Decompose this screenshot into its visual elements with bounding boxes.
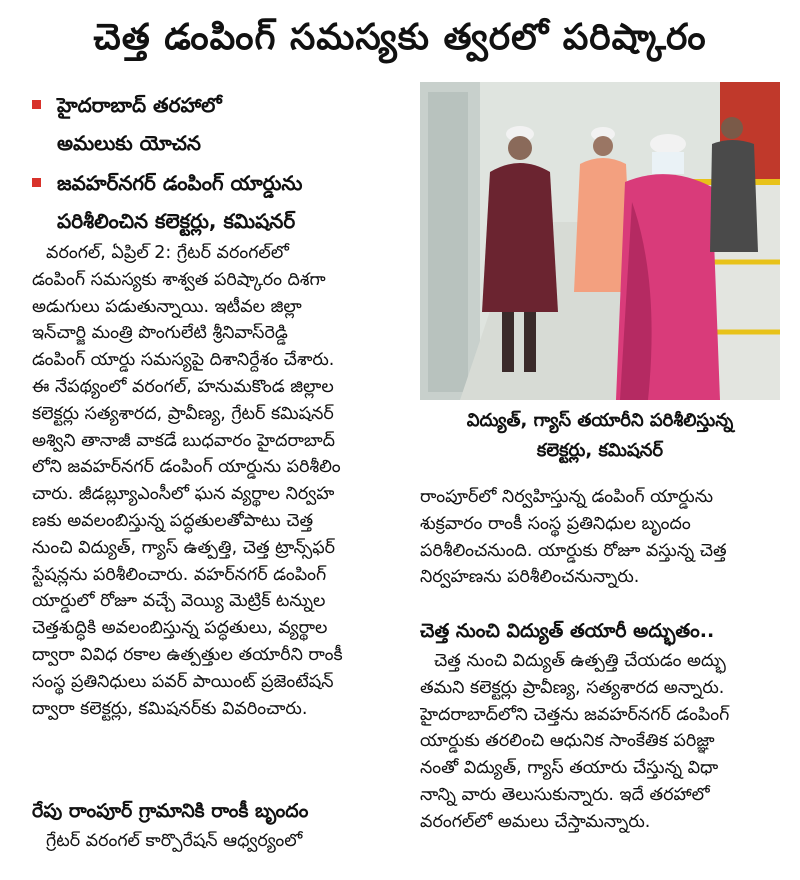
right-body-line: శుక్రవారం రాంకీ సంస్థ ప్రతినిధుల బృందం <box>420 513 691 534</box>
right-body-line: యార్డుకు తరలించి ఆధునిక సాంకేతిక పరిజ్ఞా <box>420 731 715 752</box>
left-body-line: వరంగల్, ఏప్రిల్ 2: గ్రేటర్ వరంగల్‌లో <box>46 243 289 263</box>
right-body-2 <box>420 648 790 836</box>
right-body-line: నాన్ని వారు తెలుసుకున్నారు. ఇదే తరహాలో <box>420 784 710 805</box>
left-body-line: ణకు అవలంబిస్తున్న పద్ధతులతోపాటు చెత్త <box>32 510 314 531</box>
bullet-square-icon <box>32 100 41 109</box>
left-body-line: చారు. జీడబ్ల్యూఎంసీలో ఘన వ్యర్థాల నిర్వహ <box>32 484 335 505</box>
bullet-1-line2: అమలుకు యోచన <box>57 131 201 155</box>
left-body-line: సంస్థ ప్రతినిధులు పవర్ పాయింట్ ప్రజెంటేషన్ <box>32 671 334 692</box>
news-photo <box>420 82 780 400</box>
left-body-line: అశ్విని తానాజీ వాకడే బుధవారం హైదరాబాద్ <box>32 430 336 451</box>
left-body-line: ద్వారా వివిధ రకాల ఉత్పత్తుల తయారీని రాంకీ <box>32 644 343 665</box>
right-body-line: నిర్వహణను పరిశీలించనున్నారు. <box>420 567 640 588</box>
bullet-1-line1: హైదరాబాద్ తరహాలో <box>57 93 222 117</box>
left-body-line: యార్డులో రోజూ వచ్చే వెయ్యి మెట్రిక్ టన్నుల <box>32 591 326 612</box>
left-body-line: ద్వారా కలెక్టర్లు, కమిషనర్‌కు వివరించారు. <box>32 698 308 719</box>
left-tail: గ్రేటర్ వరంగల్ కార్పొరేషన్ ఆధ్వర్యంలో <box>46 831 303 851</box>
bullet-2-line1: జవహర్‌నగర్ డంపింగ్ యార్డును <box>57 171 303 195</box>
right-body-line: వరంగల్‌లో అమలు చేస్తామన్నారు. <box>420 811 651 832</box>
photo-illustration <box>420 82 780 400</box>
caption-line2: కలెక్టర్లు, కమిషనర్ <box>536 440 664 461</box>
right-body-line: నంతో విద్యుత్, గ్యాస్ తయారు చేస్తున్న విధా <box>420 758 719 779</box>
left-body-line: అడుగులు పడుతున్నాయి. ఇటీవల జిల్లా <box>32 296 302 317</box>
left-body-line: డంపింగ్ యార్డు సమస్యపై దిశానిర్దేశం చేశారు. <box>32 350 335 371</box>
left-body-line: లోని జవహర్‌నగర్ డంపింగ్ యార్డును పరిశీలిం <box>32 457 341 478</box>
left-body-line: నుంచి విద్యుత్, గ్యాస్ ఉత్పత్తి, చెత్త ట్రాన్స్‌ఫర్ <box>32 537 336 558</box>
left-body <box>32 240 408 722</box>
left-body-line: కలెక్టర్లు సత్యశారద, ప్రావీణ్య, గ్రేటర్ కమిషనర్ <box>32 403 334 424</box>
bullet-1 <box>32 88 412 122</box>
bullet-2 <box>32 166 412 200</box>
right-body-line: తమని కలెక్టర్లు ప్రావీణ్య, సత్యశారద అన్నారు. <box>420 677 725 698</box>
left-body-line: ఈ నేపథ్యంలో వరంగల్, హనుమకొండ జిల్లాల <box>32 376 334 397</box>
left-subhead: రేపు రాంపూర్ గ్రామానికి రాంకీ బృందం <box>32 800 309 822</box>
right-body-1 <box>420 484 790 591</box>
right-body-line: రాంపూర్‌లో నిర్వహిస్తున్న డంపింగ్ యార్డును <box>420 487 714 507</box>
left-body-line: చెత్తశుద్ధికి అవలంబిస్తున్న పద్ధతులు, వ్యర్థాల <box>32 618 328 639</box>
bullet-2-line2: పరిశీలించిన కలెక్టర్లు, కమిషనర్ <box>57 209 296 233</box>
left-body-line: ఇన్‌చార్జి మంత్రి పొంగులేటి శ్రీనివాస్‌రెడ్డి <box>32 323 288 344</box>
right-body-line: చెత్త నుంచి విద్యుత్ ఉత్పత్తి చేయడం అద్భు <box>434 651 726 671</box>
photo-caption <box>420 406 780 466</box>
headline: చెత్త డంపింగ్ సమస్యకు త్వరలో పరిష్కారం <box>93 17 707 58</box>
right-subhead: చెత్త నుంచి విద్యుత్ తయారీ అద్భుతం.. <box>420 620 715 642</box>
left-body-line: డంపింగ్ సమస్యకు శాశ్వత పరిష్కారం దిశగా <box>32 269 326 290</box>
bullet-square-icon <box>32 178 41 187</box>
left-body-line: స్టేషన్లను పరిశీలించారు. వహర్‌నగర్ డంపింగ్ <box>32 564 327 585</box>
caption-line1: విద్యుత్, గ్యాస్ తయారీని పరిశీలిస్తున్న <box>466 410 734 431</box>
right-body-line: హైదరాబాద్‌లోని చెత్తను జవహర్‌నగర్ డంపింగ్ <box>420 704 730 725</box>
right-body-line: పరిశీలించనుంది. యార్డుకు రోజూ వస్తున్న చెత్త <box>420 540 727 561</box>
